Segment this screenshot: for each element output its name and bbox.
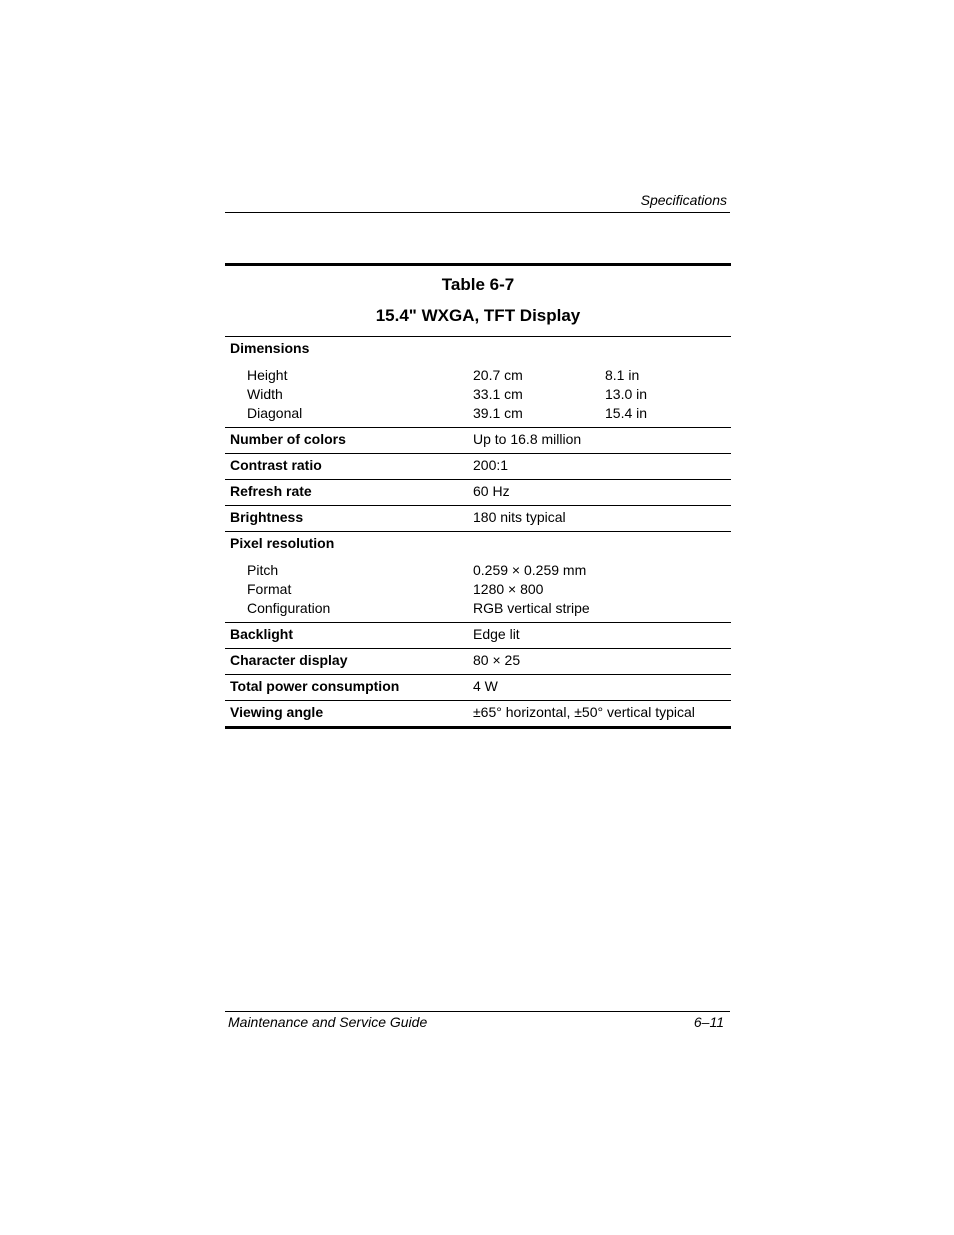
pitch-value: 0.259 × 0.259 mm [473, 562, 587, 578]
row-brightness [225, 505, 731, 531]
format-label: Format [247, 581, 292, 597]
brightness-label: Brightness [230, 509, 304, 525]
row-number-of-colors [225, 427, 731, 453]
viewing-angle-label: Viewing angle [230, 704, 324, 720]
diagonal-metric: 39.1 cm [473, 405, 523, 421]
contrast-ratio-label: Contrast ratio [230, 457, 322, 473]
pixel-resolution-label: Pixel resolution [230, 535, 335, 551]
refresh-rate-value: 60 Hz [473, 483, 510, 499]
configuration-value: RGB vertical stripe [473, 600, 590, 616]
dimensions-label: Dimensions [230, 340, 310, 356]
dimensions-width [225, 385, 731, 404]
dimensions-diagonal [225, 404, 731, 423]
character-display-label: Character display [230, 652, 348, 668]
row-pixel-resolution [225, 531, 731, 622]
row-contrast-ratio [225, 453, 731, 479]
header-rule [225, 212, 730, 213]
number-of-colors-value: Up to 16.8 million [473, 431, 582, 447]
height-label: Height [247, 367, 288, 383]
total-power-consumption-label: Total power consumption [230, 678, 400, 694]
footer-title: Maintenance and Service Guide [228, 1014, 428, 1030]
row-dimensions [225, 336, 731, 427]
width-metric: 33.1 cm [473, 386, 523, 402]
brightness-value: 180 nits typical [473, 509, 566, 525]
diagonal-label: Diagonal [247, 405, 303, 421]
configuration-label: Configuration [247, 600, 331, 616]
table-number: Table 6-7 [441, 275, 515, 294]
width-imperial: 13.0 in [605, 386, 648, 402]
format-value: 1280 × 800 [473, 581, 544, 597]
page-number: 6–11 [693, 1014, 724, 1030]
total-power-consumption-value: 4 W [473, 678, 498, 694]
pitch-label: Pitch [247, 562, 279, 578]
row-viewing-angle [225, 700, 731, 726]
spec-table [225, 263, 731, 729]
number-of-colors-label: Number of colors [230, 431, 346, 447]
width-label: Width [247, 386, 283, 402]
viewing-angle-value: ±65° horizontal, ±50° vertical typical [473, 704, 695, 720]
row-total-power-consumption [225, 674, 731, 700]
contrast-ratio-value: 200:1 [473, 457, 509, 473]
diagonal-imperial: 15.4 in [605, 405, 648, 421]
dimensions-height [225, 366, 731, 385]
character-display-value: 80 × 25 [473, 652, 521, 668]
row-character-display [225, 648, 731, 674]
pixel-configuration [225, 599, 731, 618]
height-metric: 20.7 cm [473, 367, 523, 383]
backlight-label: Backlight [230, 626, 294, 642]
refresh-rate-label: Refresh rate [230, 483, 312, 499]
row-refresh-rate [225, 479, 731, 505]
table-title: 15.4" WXGA, TFT Display [375, 306, 581, 325]
running-header: Specifications [640, 192, 727, 208]
row-backlight [225, 622, 731, 648]
pixel-pitch [225, 561, 731, 580]
pixel-format [225, 580, 731, 599]
height-imperial: 8.1 in [605, 367, 640, 383]
backlight-value: Edge lit [473, 626, 520, 642]
